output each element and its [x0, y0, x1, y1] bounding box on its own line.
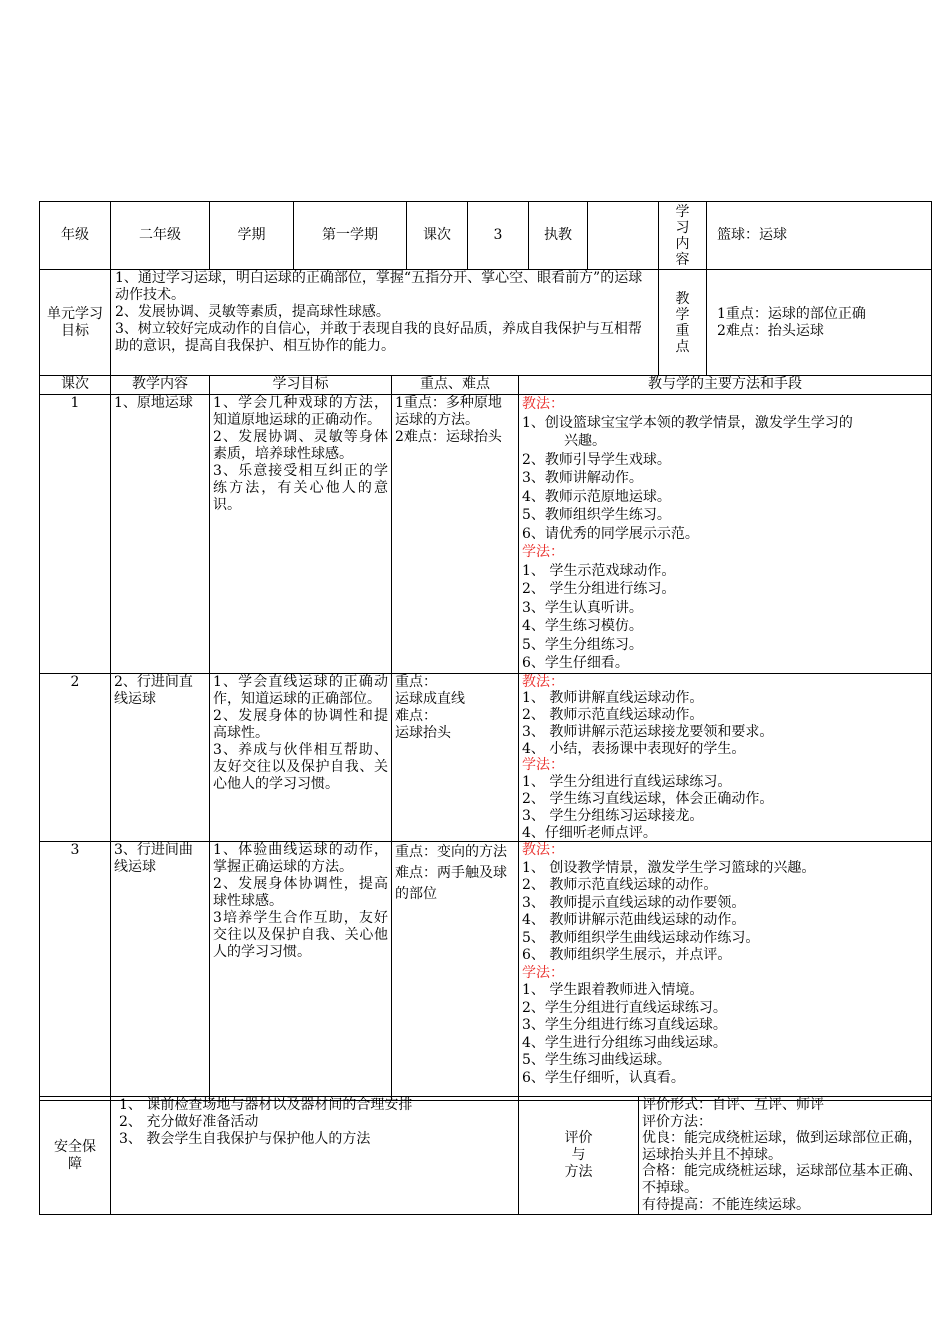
lessons-label: 课次 [407, 202, 468, 270]
teach-step: 4、教师示范原地运球。 [522, 488, 671, 505]
teach-step: 3、 教师提示直线运球的动作要领。 [522, 894, 746, 911]
lessons-value: 3 [468, 202, 529, 270]
term-label: 学期 [210, 202, 294, 270]
evaluation-label-line: 评价 [564, 1130, 593, 1146]
grade-label: 年级 [40, 202, 111, 270]
learn-step: 2、 学生分组进行练习。 [522, 581, 676, 597]
teach-step: 1、创设篮球宝宝学本领的教学情景，激发学生学习的 [522, 414, 853, 431]
evaluation-line: 评价方法： [642, 1113, 712, 1130]
learn-step: 1、 学生示范戏球动作。 [522, 562, 676, 579]
teach-step: 4、 教师讲解示范曲线运球的动作。 [522, 912, 746, 929]
lesson-key-item: 重点：变向的方法 [395, 844, 507, 861]
learn-step: 1、 学生分组进行直线运球练习。 [522, 774, 732, 791]
teach-method-label: 教法： [522, 673, 564, 690]
col-header-content: 教学内容 [111, 376, 210, 395]
safety-evaluation-table [39, 1096, 932, 1215]
col-header-goals: 学习目标 [210, 376, 392, 395]
learn-step: 1、 学生跟着教师进入情境。 [522, 982, 704, 999]
key-points-label: 教学重点 [659, 270, 707, 376]
learn-step: 5、学生练习曲线运球。 [522, 1052, 671, 1069]
unit-goals-label: 单元学习目标 [40, 270, 111, 376]
safety-label: 安全保障 [40, 1097, 111, 1215]
col-header-methods: 教与学的主要方法和手段 [519, 376, 932, 395]
lesson-goals [210, 842, 392, 1101]
evaluation-line: 合格：能完成绕桩运球，运球部位基本正确、不掉球。 [642, 1163, 922, 1196]
lesson-methods [519, 395, 932, 674]
learn-step: 3、 学生分组练习运球接龙。 [522, 807, 704, 824]
unit-goal-3: 3、树立较好完成动作的自信心，并敢于表现自我的良好品质，养成自我保护与互相帮助的意识，提高自我保护、相互协作的能力。 [115, 321, 642, 354]
evaluation-line: 优良：能完成绕桩运球，做到运球部位正确，运球抬头并且不掉球。 [642, 1130, 922, 1163]
lesson-row [40, 395, 932, 674]
learn-step: 6、学生仔细听，认真看。 [522, 1069, 685, 1086]
unit-goals [111, 270, 659, 376]
teach-step: 2、 教师示范直线运球的动作。 [522, 877, 718, 894]
key-point-1: 1重点：运球的部位正确 [717, 305, 866, 322]
evaluation-label-line: 方法 [564, 1164, 593, 1180]
learn-step: 3、学生认真听讲。 [522, 599, 643, 616]
teach-step: 6、请优秀的同学展示示范。 [522, 525, 699, 542]
lesson-number: 3 [40, 842, 111, 1101]
evaluation-line: 有待提高：不能连续运球。 [642, 1196, 810, 1213]
lesson-key-item: 运球抬头 [395, 724, 451, 741]
evaluation-label-line: 与 [571, 1147, 586, 1163]
safety-items [111, 1097, 519, 1215]
grade-value: 二年级 [111, 202, 210, 270]
teach-step: 1、 创设教学情景，激发学生学习篮球的兴趣。 [522, 859, 816, 876]
learn-method-label: 学法： [522, 757, 564, 774]
teach-method-label: 教法： [522, 396, 564, 412]
evaluation-details [639, 1097, 932, 1215]
safety-item: 2、 充分做好准备活动 [119, 1114, 259, 1130]
lesson-key-item: 难点： [395, 707, 437, 724]
lesson-goal: 3培养学生合作互助，友好交往以及保护自我、关心他人的学习习惯。 [213, 910, 388, 961]
lesson-detail-table [39, 375, 932, 1101]
teach-method-label: 教法： [522, 842, 564, 859]
teach-step: 3、教师讲解动作。 [522, 470, 643, 486]
teach-step: 6、 教师组织学生展示，并点评。 [522, 947, 732, 964]
unit-goal-1: 1、通过学习运球，明白运球的正确部位，掌握“五指分开、掌心空、眼看前方”的运球动作技术。 [115, 270, 643, 303]
learn-step: 3、学生分组进行练习直线运球。 [522, 1017, 727, 1034]
learn-method-label: 学法： [522, 964, 564, 981]
lesson-row [40, 842, 932, 1101]
lesson-key [392, 842, 519, 1101]
lesson-key-item: 重点： [395, 673, 437, 690]
teach-step: 1、 教师讲解直线运球动作。 [522, 690, 704, 707]
learn-step: 5、学生分组练习。 [522, 636, 643, 653]
lesson-number: 1 [40, 395, 111, 674]
lesson-key-item: 2难点：运球抬头 [395, 429, 502, 445]
evaluation-label [519, 1097, 639, 1215]
lesson-key-item: 运球成直线 [395, 690, 465, 707]
col-header-lesson: 课次 [40, 376, 111, 395]
teach-step: 4、 小结，表扬课中表现好的学生。 [522, 740, 746, 757]
col-header-key: 重点、难点 [392, 376, 519, 395]
learn-step: 2、 学生练习直线运球，体会正确动作。 [522, 791, 774, 808]
lesson-content: 3、行进间曲线运球 [111, 842, 210, 1101]
lesson-goal: 2、发展身体协调性，提高球性球感。 [213, 876, 388, 910]
lesson-goals [210, 395, 392, 674]
lesson-goal: 1、体验曲线运球的动作， 掌握正确运球的方法。 [213, 842, 388, 876]
lesson-methods [519, 842, 932, 1101]
lesson-key [392, 395, 519, 674]
lesson-goal: 1、学会几种戏球的方法，知道原地运球的正确动作。 [213, 395, 388, 428]
lesson-key-item: 难点：两手触及球的部位 [395, 865, 507, 903]
safety-item: 3、 教会学生自我保护与保护他人的方法 [119, 1131, 371, 1147]
lesson-goals [210, 673, 392, 842]
teacher-label: 执教 [529, 202, 588, 270]
learn-step: 6、学生仔细看。 [522, 655, 629, 671]
lesson-key-item: 1重点：多种原地运球的方法。 [395, 395, 502, 428]
lesson-goal: 3、养成与伙伴相互帮助、友好交往以及保护自我、关心他人的学习习惯。 [213, 741, 388, 792]
lesson-row [40, 673, 932, 842]
lesson-goal: 2、发展协调、灵敏等身体素质，培养球性球感。 [213, 429, 388, 462]
unit-goal-2: 2、发展协调、灵敏等素质，提高球性球感。 [115, 304, 390, 320]
learn-step: 4、学生练习模仿。 [522, 618, 643, 634]
safety-item: 1、 课前检查场地与器材以及器材间的合理安排 [119, 1097, 413, 1113]
teach-step: 3、 教师讲解示范运球接龙要领和要求。 [522, 723, 774, 740]
teacher-value [588, 202, 659, 270]
lesson-number: 2 [40, 673, 111, 842]
lesson-content: 1、原地运球 [111, 395, 210, 674]
key-point-2: 2难点：抬头运球 [717, 322, 824, 339]
lesson-goal: 2、发展身体的协调性和提高球性。 [213, 707, 388, 741]
lesson-plan-header-table [39, 201, 932, 376]
teach-step: 5、教师组织学生练习。 [522, 507, 671, 523]
lesson-methods [519, 673, 932, 842]
lesson-goal: 1、学会直线运球的正确动作，知道运球的正确部位。 [213, 673, 388, 707]
content-label: 学习内容 [659, 202, 707, 270]
teach-step: 2、教师引导学生戏球。 [522, 451, 671, 468]
lesson-goal: 3、乐意接受相互纠正的学练方法，有关心他人的意识。 [213, 463, 388, 513]
learn-step: 2、学生分组进行直线运球练习。 [522, 999, 727, 1016]
content-value: 篮球：运球 [707, 202, 932, 270]
term-value: 第一学期 [294, 202, 407, 270]
teach-step: 2、 教师示范直线运球动作。 [522, 707, 704, 724]
learn-method-label: 学法： [522, 544, 564, 560]
learn-step: 4、仔细听老师点评。 [522, 824, 657, 841]
evaluation-line: 评价形式：自评、互评、师评 [642, 1097, 824, 1113]
lesson-key [392, 673, 519, 842]
learn-step: 4、学生进行分组练习曲线运球。 [522, 1034, 727, 1051]
lesson-content: 2、行进间直线运球 [111, 673, 210, 842]
teach-step: 兴趣。 [564, 433, 606, 449]
teach-step: 5、 教师组织学生曲线运球动作练习。 [522, 929, 760, 946]
key-points [707, 270, 932, 376]
